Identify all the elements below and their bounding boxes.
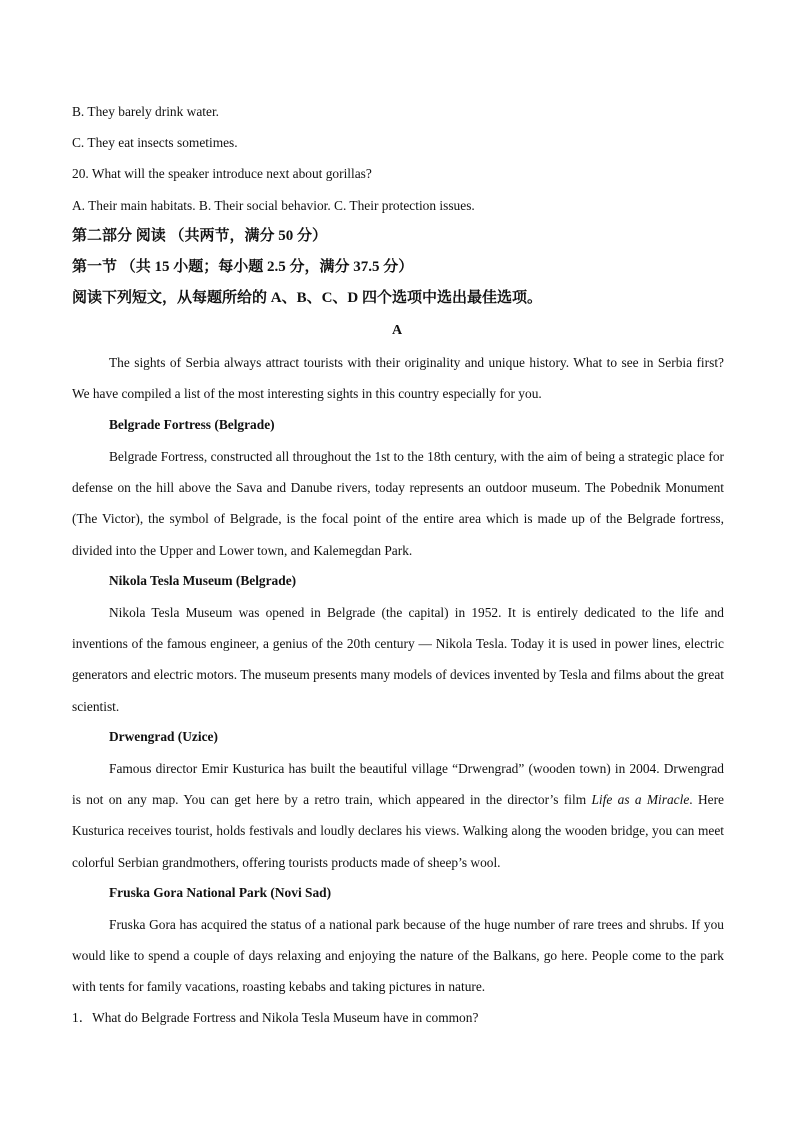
drwengrad-text-a: Famous director Emir Kusturica has built the beautiful village “Drwengrad” (wooden town) in 2004. Drwengrad is not on any map. You can get here by a retro train, which appeared in the director’s film <box>72 761 724 808</box>
option-b-q19: B. They barely drink water. <box>72 104 220 119</box>
paragraph-tesla-museum: Nikola Tesla Museum was opened in Belgrade (the capital) in 1952. It is entirely dedicated to the life and inventions of the famous engineer, a genius of the 20th century — Nikola Tesla. Today it is used in power lines, electric generators and electric motors. The museum presents many models of devices invented by Tesla and films about the great scientist. <box>72 605 724 714</box>
section-title: 第一节 （共 15 小题；每小题 2.5 分，满分 37.5 分） <box>72 259 414 275</box>
option-c-q19: C. They eat insects sometimes. <box>72 135 238 150</box>
question-20-options: A. Their main habitats. B. Their social behavior. C. Their protection issues. <box>72 198 475 213</box>
instructions: 阅读下列短文，从每题所给的 A、B、C、D 四个选项中选出最佳选项。 <box>72 290 543 306</box>
heading-drwengrad: Drwengrad (Uzice) <box>109 729 218 744</box>
paragraph-belgrade-fortress: Belgrade Fortress, constructed all throughout the 1st to the 18th century, with the aim of being a strategic place for defense on the hill above the Sava and Danube rivers, today represents an outdoor museum. The Pobednik Monument (The Victor), the symbol of Belgrade, is the focal point of the entire area which is made up of the Belgrade fortress, divided into the Upper and Lower town, and Kalemegdan Park. <box>72 449 724 558</box>
paragraph-drwengrad <box>72 753 724 878</box>
drwengrad-text-b: . Here Kusturica receives tourist, holds festivals and loudly declares his views. Walking along the wooden bridge, you can meet colorful Serbian grandmothers, offering tourists products made of sheep’s wool. <box>72 792 724 870</box>
part-title: 第二部分 阅读 （共两节，满分 50 分） <box>72 228 328 244</box>
question-1: 1．What do Belgrade Fortress and Nikola Tesla Museum have in common? <box>72 1010 479 1025</box>
heading-belgrade-fortress: Belgrade Fortress (Belgrade) <box>109 417 275 432</box>
film-title: Life as a Miracle <box>591 792 690 808</box>
passage-letter: A <box>391 323 403 338</box>
paragraph-fruska-gora: Fruska Gora has acquired the status of a national park because of the huge number of rare trees and shrubs. If you would like to spend a couple of days relaxing and enjoying the nature of the Balkans, go here. People come to the park with tents for family vacations, roasting kebabs and taking pictures in nature. <box>72 917 724 995</box>
heading-tesla-museum: Nikola Tesla Museum (Belgrade) <box>109 573 297 588</box>
passage-intro: The sights of Serbia always attract tourists with their originality and unique history. What to see in Serbia first? We have compiled a list of the most interesting sights in this country especially for you. <box>72 355 724 401</box>
heading-fruska-gora: Fruska Gora National Park (Novi Sad) <box>109 885 332 900</box>
question-20: 20. What will the speaker introduce next about gorillas? <box>72 166 372 181</box>
